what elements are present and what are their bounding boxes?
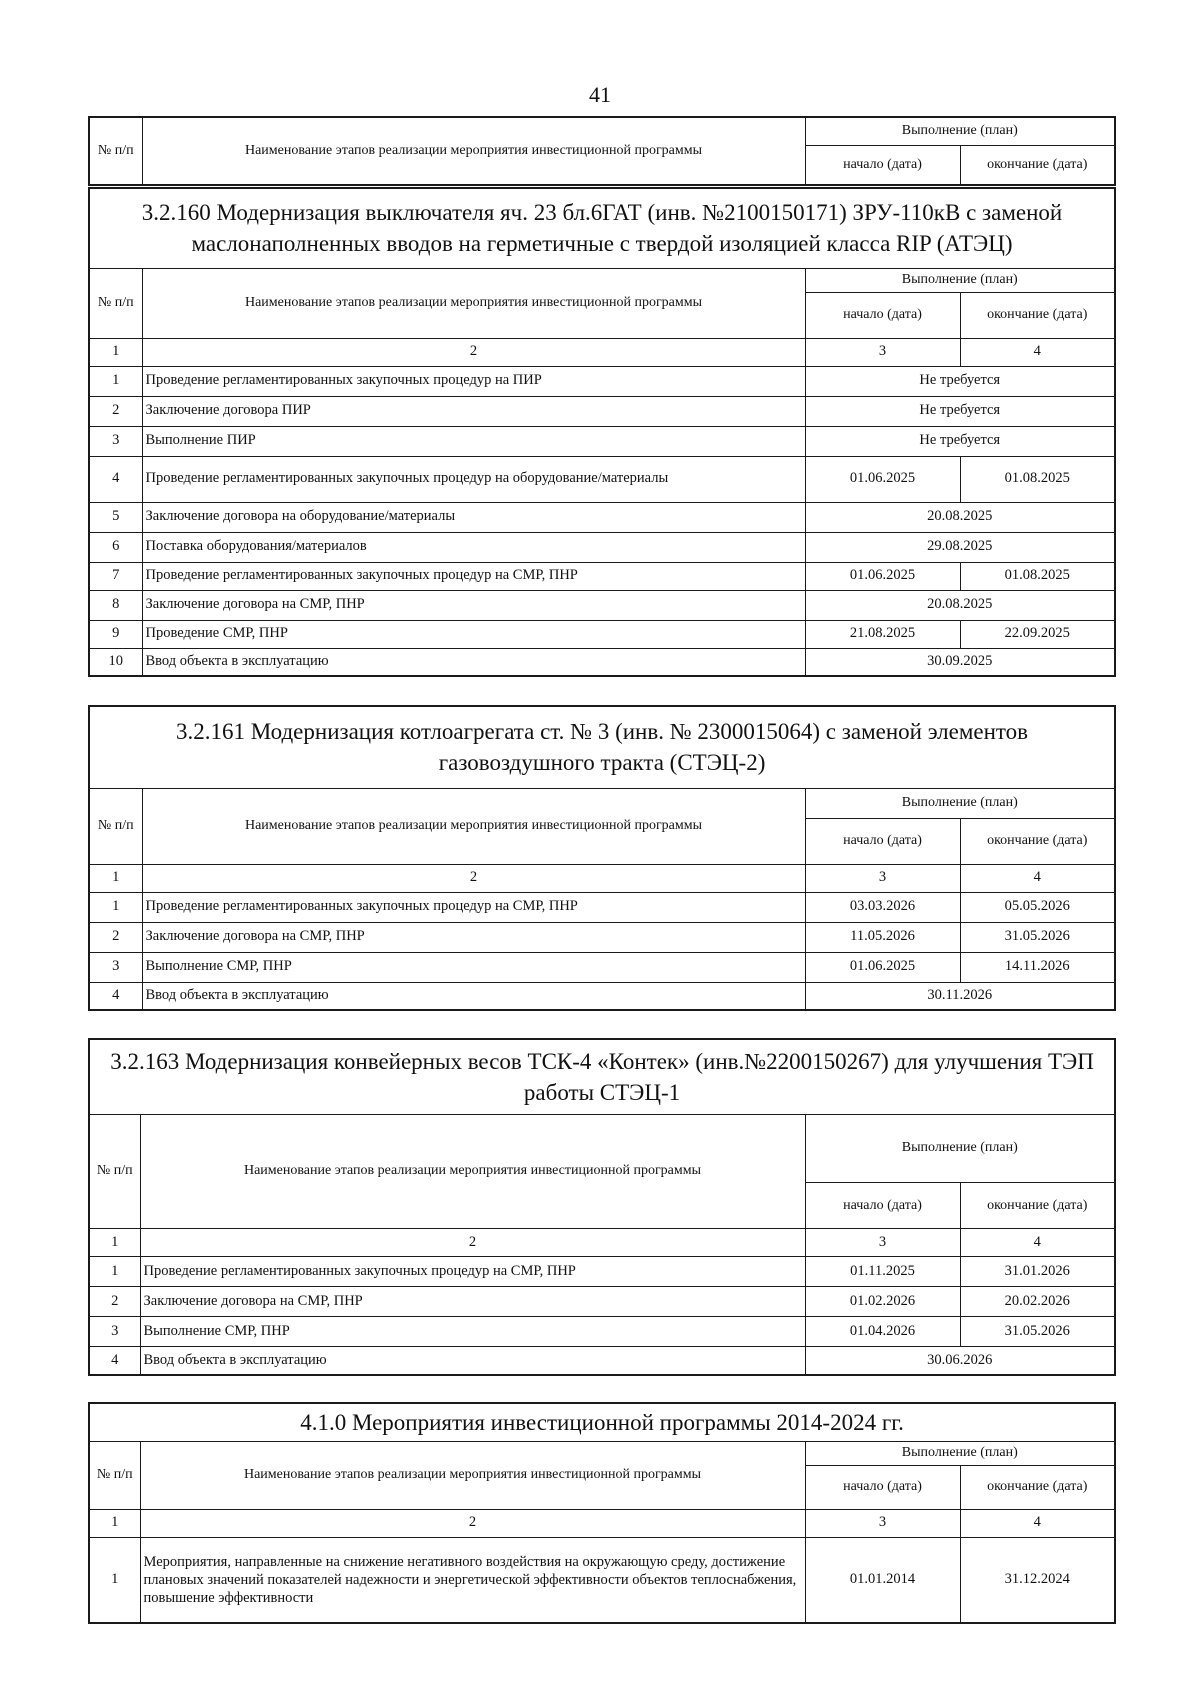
row-date-merged: Не требуется [805,396,1115,426]
table-row [89,1287,1115,1317]
col-num-4: 4 [960,864,1115,892]
row-num: 8 [89,590,142,620]
header-plan: Выполнение (план) [805,117,1115,145]
block-title: 4.1.0 Мероприятия инвестиционной программы 2014-2024 гг. [89,1403,1115,1441]
row-name: Проведение регламентированных закупочных процедур на оборудование/материалы [142,456,805,502]
block-title: 3.2.163 Модернизация конвейерных весов ТСК-4 «Контек» (инв.№2200150267) для улучшения ТЭП работы СТЭЦ-1 [89,1039,1115,1115]
table-row [89,982,1115,1010]
table-row [89,952,1115,982]
row-end-date: 31.05.2026 [960,1317,1115,1347]
table-row [89,562,1115,590]
row-start-date: 11.05.2026 [805,922,960,952]
header-start: начало (дата) [805,818,960,864]
header-num: № п/п [89,788,142,864]
row-name: Проведение регламентированных закупочных процедур на СМР, ПНР [140,1257,805,1287]
row-date-merged: 30.11.2026 [805,982,1115,1010]
row-name: Заключение договора на СМР, ПНР [142,922,805,952]
col-num-3: 3 [805,1229,960,1257]
block-title: 3.2.161 Модернизация котлоагрегата ст. № 3 (инв. № 2300015064) с заменой элементов газовоздушного тракта (СТЭЦ-2) [89,706,1115,788]
table-row [89,620,1115,648]
header-plan: Выполнение (план) [805,788,1115,818]
header-plan: Выполнение (план) [805,268,1115,292]
table-row [89,456,1115,502]
table-row [89,366,1115,396]
header-name: Наименование этапов реализации мероприятия инвестиционной программы [142,268,805,338]
row-num: 1 [89,1257,140,1287]
header-start: начало (дата) [805,145,960,185]
row-num: 4 [89,982,142,1010]
header-start: начало (дата) [805,1465,960,1509]
table-row [89,532,1115,562]
row-date-merged: 20.08.2025 [805,502,1115,532]
row-end-date: 14.11.2026 [960,952,1115,982]
header-start: начало (дата) [805,292,960,338]
table-row [89,396,1115,426]
block-4-1-0 [88,1402,1116,1624]
row-start-date: 01.11.2025 [805,1257,960,1287]
row-end-date: 31.01.2026 [960,1257,1115,1287]
col-num-1: 1 [89,864,142,892]
table-row [89,1317,1115,1347]
col-num-3: 3 [805,1509,960,1537]
row-name: Поставка оборудования/материалов [142,532,805,562]
row-date-merged: Не требуется [805,366,1115,396]
row-num: 4 [89,1347,140,1375]
row-date-merged: 29.08.2025 [805,532,1115,562]
row-num: 1 [89,1537,140,1623]
table-row [89,892,1115,922]
row-date-merged: 30.06.2026 [805,1347,1115,1375]
row-name: Заключение договора на СМР, ПНР [142,590,805,620]
row-start-date: 01.02.2026 [805,1287,960,1317]
col-num-3: 3 [805,864,960,892]
row-start-date: 01.06.2025 [805,562,960,590]
header-plan: Выполнение (план) [805,1115,1115,1183]
header-end: окончание (дата) [960,818,1115,864]
header-num: № п/п [89,268,142,338]
row-date-merged: 30.09.2025 [805,648,1115,676]
row-name: Выполнение СМР, ПНР [142,952,805,982]
row-name: Ввод объекта в эксплуатацию [140,1347,805,1375]
table-row [89,426,1115,456]
row-name: Проведение СМР, ПНР [142,620,805,648]
row-num: 3 [89,952,142,982]
table-row [89,922,1115,952]
header-name: Наименование этапов реализации мероприятия инвестиционной программы [142,117,805,185]
header-plan: Выполнение (план) [805,1441,1115,1465]
row-num: 6 [89,532,142,562]
row-num: 2 [89,1287,140,1317]
row-start-date: 01.06.2025 [805,456,960,502]
row-num: 2 [89,922,142,952]
row-start-date: 21.08.2025 [805,620,960,648]
row-end-date: 22.09.2025 [960,620,1115,648]
row-name: Заключение договора на СМР, ПНР [140,1287,805,1317]
row-name: Ввод объекта в эксплуатацию [142,648,805,676]
header-name: Наименование этапов реализации мероприятия инвестиционной программы [140,1441,805,1509]
block-3-2-160 [88,187,1116,677]
row-name: Выполнение ПИР [142,426,805,456]
col-num-3: 3 [805,338,960,366]
row-start-date: 01.06.2025 [805,952,960,982]
header-name: Наименование этапов реализации мероприятия инвестиционной программы [142,788,805,864]
row-num: 9 [89,620,142,648]
top-header-table [88,116,1116,186]
row-num: 5 [89,502,142,532]
row-num: 2 [89,396,142,426]
row-start-date: 01.01.2014 [805,1537,960,1623]
row-name: Мероприятия, направленные на снижение негативного воздействия на окружающую среду, достижение плановых значений показателей надежности и энергетической эффективности объектов теплоснабжения, повышение эффективности [140,1537,805,1623]
row-num: 1 [89,366,142,396]
row-num: 3 [89,1317,140,1347]
col-num-2: 2 [140,1509,805,1537]
col-num-4: 4 [960,1509,1115,1537]
col-num-2: 2 [142,864,805,892]
row-name: Проведение регламентированных закупочных процедур на ПИР [142,366,805,396]
row-name: Проведение регламентированных закупочных процедур на СМР, ПНР [142,892,805,922]
table-row [89,1537,1115,1623]
row-date-merged: 20.08.2025 [805,590,1115,620]
row-name: Заключение договора ПИР [142,396,805,426]
col-num-2: 2 [142,338,805,366]
row-end-date: 01.08.2025 [960,456,1115,502]
table-row [89,648,1115,676]
row-start-date: 03.03.2026 [805,892,960,922]
col-num-4: 4 [960,1229,1115,1257]
header-name: Наименование этапов реализации мероприятия инвестиционной программы [140,1115,805,1229]
row-date-merged: Не требуется [805,426,1115,456]
header-end: окончание (дата) [960,1183,1115,1229]
header-end: окончание (дата) [960,145,1115,185]
row-name: Выполнение СМР, ПНР [140,1317,805,1347]
row-end-date: 05.05.2026 [960,892,1115,922]
row-name: Заключение договора на оборудование/материалы [142,502,805,532]
row-num: 10 [89,648,142,676]
col-num-2: 2 [140,1229,805,1257]
table-row [89,1257,1115,1287]
header-num: № п/п [89,1115,140,1229]
row-end-date: 01.08.2025 [960,562,1115,590]
block-title: 3.2.160 Модернизация выключателя яч. 23 бл.6ГАТ (инв. №2100150171) ЗРУ-110кВ с заменой маслонаполненных вводов на герметичные с твердой изоляцией класса RIP (АТЭЦ) [89,188,1115,268]
col-num-1: 1 [89,338,142,366]
row-num: 4 [89,456,142,502]
row-end-date: 31.05.2026 [960,922,1115,952]
block-3-2-163 [88,1038,1116,1376]
table-row [89,502,1115,532]
row-name: Проведение регламентированных закупочных процедур на СМР, ПНР [142,562,805,590]
row-start-date: 01.04.2026 [805,1317,960,1347]
col-num-1: 1 [89,1229,140,1257]
page-number: 41 [589,82,611,107]
table-row [89,590,1115,620]
block-3-2-161 [88,705,1116,1011]
header-end: окончание (дата) [960,292,1115,338]
row-end-date: 31.12.2024 [960,1537,1115,1623]
col-num-4: 4 [960,338,1115,366]
header-start: начало (дата) [805,1183,960,1229]
row-num: 7 [89,562,142,590]
header-num: № п/п [89,1441,140,1509]
row-num: 1 [89,892,142,922]
col-num-1: 1 [89,1509,140,1537]
row-name: Ввод объекта в эксплуатацию [142,982,805,1010]
header-num: № п/п [89,117,142,185]
row-num: 3 [89,426,142,456]
header-end: окончание (дата) [960,1465,1115,1509]
row-end-date: 20.02.2026 [960,1287,1115,1317]
table-row [89,1347,1115,1375]
